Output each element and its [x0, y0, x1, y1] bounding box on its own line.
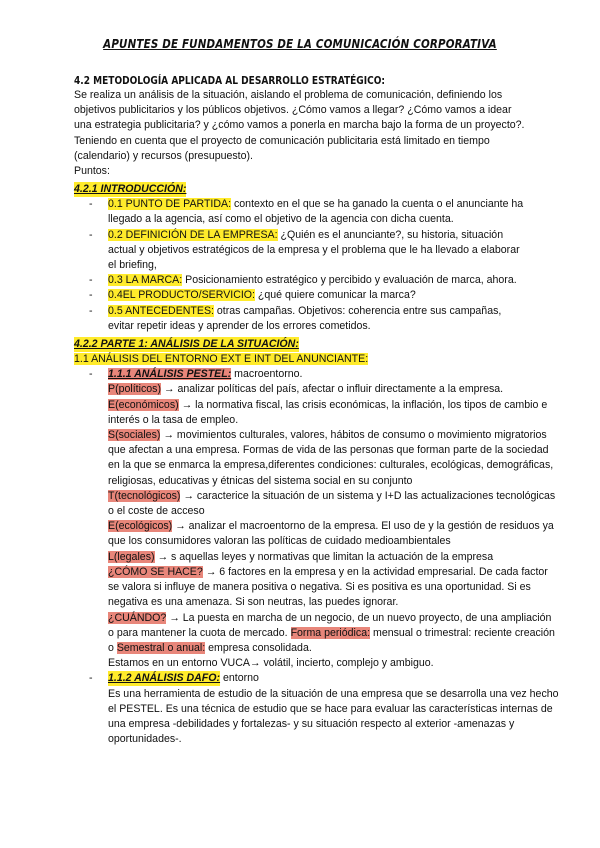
- cuando-highlight: Forma periódica:: [290, 626, 371, 639]
- pestel-label: L(legales): [108, 550, 155, 563]
- pestel-row: [108, 382, 560, 397]
- pestel-label: ¿CÓMO SE HACE?: [108, 565, 203, 578]
- part1-heading-row: [74, 334, 600, 352]
- intro-list: [74, 197, 600, 334]
- intro-paragraph: Se realiza un análisis de la situación, aislando el problema de comunicación, definiendo los objetivos publicitarios y los públicos objetivos. ¿Cómo vamos a llegar? ¿Cómo vamos a idear una estrategia publicitaria? y ¿cómo vamos a ponerla en marcha bajo la forma de un proyecto?. Teniendo en cuenta que el proyecto de comunicación publicitaria está limitado en tiempo (calendario) y recursos (presupuesto).: [74, 89, 525, 162]
- item-label: 0.4EL PRODUCTO/SERVICIO:: [108, 289, 255, 302]
- item-label: 0.2 DEFINICIÓN DE LA EMPRESA:: [108, 228, 278, 241]
- cuando-text: empresa consolidada.: [205, 641, 312, 654]
- cuando-text: mensual o trimestral: reciente creación o: [108, 626, 555, 654]
- pestel-label: E(ecológicos): [108, 520, 173, 533]
- part1-subheading: 1.1 ANÁLISIS DEL ENTORNO EXT E INT DEL ANUNCIANTE:: [74, 353, 369, 366]
- item-text: contexto en el que se ha ganado la cuenta o el anunciante ha llegado a la agencia, así como el objetivo de la agencia con dicha cuenta.: [108, 198, 524, 226]
- pestel-text: → caracterice la situación de un sistema y I+D las actualizaciones tecnológicas o el coste de acceso: [108, 489, 556, 518]
- pestel-row: [108, 428, 560, 489]
- pestel-row: [108, 398, 560, 428]
- pestel-after: macroentorno.: [231, 368, 303, 381]
- section-heading: 4.2 METODOLOGÍA APLICADA AL DESARROLLO ESTRATÉGICO:: [74, 75, 385, 87]
- list-item: [74, 228, 526, 274]
- dafo-after: entorno: [220, 672, 259, 685]
- analysis-list: [74, 367, 600, 382]
- dafo-heading: 1.1.2 ANÁLISIS DAFO:: [108, 672, 221, 685]
- list-item-pestel: [74, 367, 526, 382]
- list-item: [74, 197, 526, 227]
- pestel-text: → movimientos culturales, valores, hábitos de consumo o movimiento migratorios que afectan a una empresa. Formas de vida de las personas que forman parte de la sociedad en la que se enmarca la empresa,diferentes condiciones: culturales, ecológicas, demográficas, religiosas, educativas y étnicas del sistema social en su conjunto: [108, 429, 554, 487]
- pestel-row: [108, 489, 560, 519]
- pestel-row: [108, 550, 560, 565]
- pestel-heading: 1.1.1 ANÁLISIS PESTEL:: [108, 368, 232, 381]
- analysis-list: [74, 671, 600, 686]
- pestel-text: → la normativa fiscal, las crisis económicas, la inflación, los tipos de cambio e interés o la tasa de empleo.: [108, 398, 548, 426]
- pestel-text: → analizar políticas del país, afectar o influir directamente a la empresa.: [160, 383, 504, 396]
- pestel-text: → analizar el macroentorno de la empresa. El uso de y la gestión de residuos ya que los consumidores valoran las políticas de cuidado medioambientales: [108, 520, 554, 548]
- cuando-label: ¿CUÁNDO?: [108, 611, 167, 624]
- part1-subheading-row: [74, 352, 600, 367]
- intro-heading-row: [74, 179, 600, 197]
- list-item-dafo: [74, 671, 526, 686]
- pestel-label: S(sociales): [108, 429, 161, 442]
- pestel-row: [108, 565, 560, 611]
- dafo-paragraph: Es una herramienta de estudio de la situación de una empresa que se desarrolla una vez hecho el PESTEL. Es una técnica de estudio que se hace para evaluar las características internas de una empresa -debilidades y fortalezas- y su situación respecto al exterior -amenazas y oportunidades-.: [108, 687, 559, 746]
- puntos-label: Puntos:: [74, 165, 110, 178]
- cuando-text: → La puesta en marcha de un negocio, de un nuevo proyecto, de una ampliación o para mantener la cuota de mercado.: [108, 611, 552, 639]
- pestel-text: → 6 factores en la empresa y en la actividad empresarial. De cada factor se valora si influye de manera positiva o negativa. Si es positiva es una oportunidad. Si es negativa es una amenaza. Si son neutras, las puedes ignorar.: [108, 565, 548, 609]
- page-title: APUNTES DE FUNDAMENTOS DE LA COMUNICACIÓN CORPORATIVA: [103, 37, 497, 51]
- pestel-block: [74, 382, 560, 671]
- pestel-label: T(tecnológicos): [108, 489, 181, 502]
- item-text: Posicionamiento estratégico y percibido y evaluación de marca, ahora.: [182, 274, 517, 287]
- item-label: 0.3 LA MARCA:: [108, 274, 183, 287]
- list-item: [74, 304, 526, 334]
- pestel-label: E(económicos): [108, 398, 179, 411]
- item-label: 0.5 ANTECEDENTES:: [108, 304, 214, 317]
- pestel-row: [108, 519, 560, 549]
- cuando-highlight: Semestral o anual:: [116, 641, 206, 654]
- item-label: 0.1 PUNTO DE PARTIDA:: [108, 198, 232, 211]
- part1-heading: 4.2.2 PARTE 1: ANÁLISIS DE LA SITUACIÓN:: [74, 338, 299, 351]
- item-text: ¿Quién es el anunciante?, su historia, situación actual y objetivos estratégicos de la empresa y el problema que le ha llevado a elaborar el briefing,: [108, 228, 520, 272]
- list-item: [74, 273, 526, 288]
- vuca-row: Estamos en un entorno VUCA→ volátil, incierto, complejo y ambiguo.: [108, 657, 434, 670]
- cuando-row: [108, 611, 560, 657]
- item-text: otras campañas. Objetivos: coherencia entre sus campañas, evitar repetir ideas y aprender de los errores cometidos.: [108, 304, 502, 332]
- item-text: ¿qué quiere comunicar la marca?: [254, 289, 416, 302]
- list-item: [74, 288, 526, 303]
- intro-heading: 4.2.1 INTRODUCCIÓN:: [74, 183, 187, 196]
- pestel-label: P(políticos): [108, 383, 161, 396]
- pestel-text: → s aquellas leyes y normativas que limitan la actuación de la empresa: [154, 550, 494, 563]
